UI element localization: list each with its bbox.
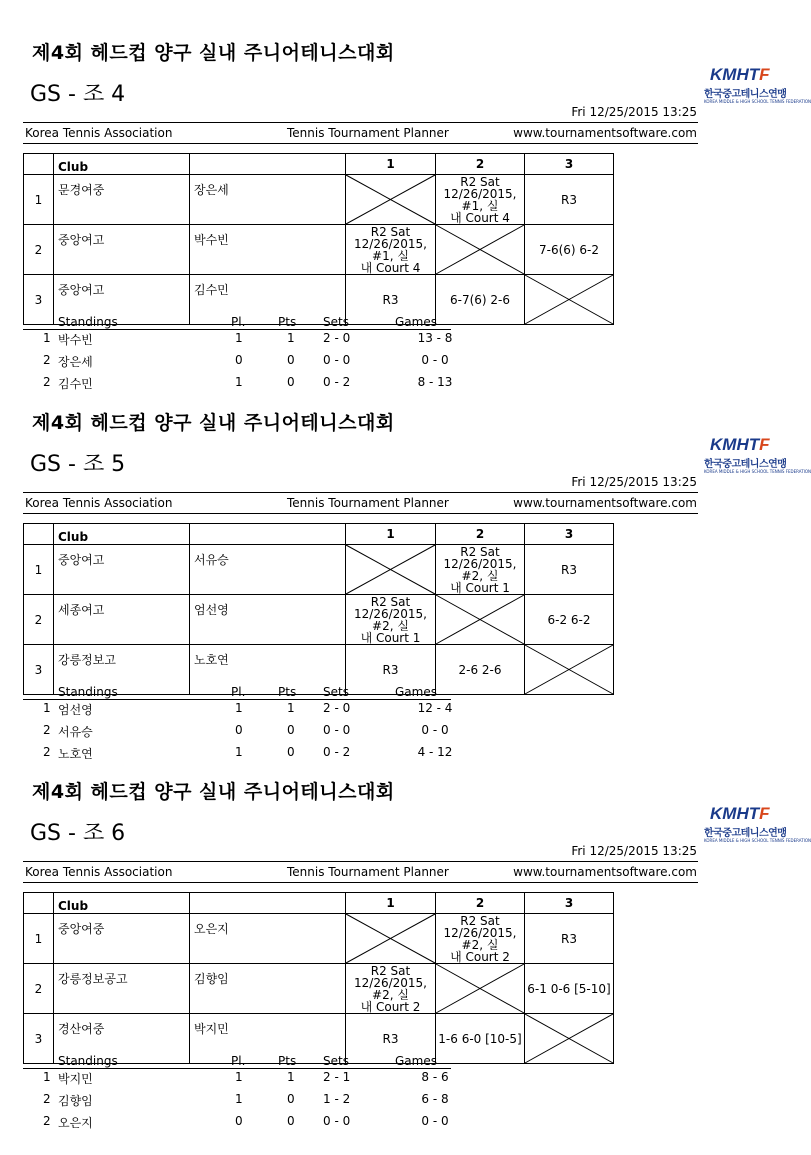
tournament-title: 제4회 헤드컵 양구 실내 주니어테니스대회	[32, 42, 395, 64]
header-c3: 3	[525, 893, 614, 914]
group-title: GS - 조 6	[30, 821, 126, 846]
club-name: 경산여중	[54, 1014, 190, 1064]
self-match-cross	[525, 1014, 614, 1064]
table-row	[24, 225, 614, 275]
table-header-row	[24, 893, 614, 914]
player-name: 김향임	[190, 964, 346, 1014]
standings-player-name: 노호연	[58, 747, 93, 761]
header-c1: 1	[346, 524, 436, 545]
standings-rank: 1	[43, 1070, 51, 1084]
standings-games: 13 - 8	[417, 331, 453, 345]
header-c2: 2	[436, 893, 525, 914]
match-result: R3	[525, 914, 614, 964]
standings-player-name: 엄선영	[58, 703, 93, 717]
club-name: 중앙여고	[54, 545, 190, 595]
match-result: R3	[525, 175, 614, 225]
standings-player-name: 장은세	[58, 355, 93, 369]
club-name: 강릉정보고	[54, 645, 190, 695]
match-schedule: R2 Sat 12/26/2015, #2, 실 내 Court 2	[436, 914, 525, 964]
club-name: 세종여고	[54, 595, 190, 645]
group-title: GS - 조 4	[30, 82, 126, 107]
header-blank	[24, 893, 54, 914]
header-games: Games	[395, 315, 437, 329]
standings-points: 1	[287, 331, 295, 345]
association-name: Korea Tennis Association	[25, 496, 173, 510]
header-c1: 1	[346, 154, 436, 175]
club-name: 문경여중	[54, 175, 190, 225]
header-blank	[24, 524, 54, 545]
player-name: 서유승	[190, 545, 346, 595]
header-blank	[24, 154, 54, 175]
standings-player-name: 김향임	[58, 1094, 93, 1108]
website-link[interactable]: www.tournamentsoftware.com	[513, 496, 697, 510]
row-number: 2	[24, 595, 54, 645]
match-result: 2-6 2-6	[436, 645, 525, 695]
federation-logo	[704, 804, 811, 850]
standings-sets: 0 - 0	[323, 723, 351, 737]
standings-points: 1	[287, 701, 295, 715]
self-match-cross	[346, 175, 436, 225]
draw-table	[23, 153, 614, 325]
logo-mark: KMHTF	[710, 435, 770, 454]
group-section	[0, 30, 811, 400]
standings-played: 1	[235, 1092, 243, 1106]
header-points: Pts	[278, 1054, 297, 1068]
match-schedule: R2 Sat 12/26/2015, #2, 실 내 Court 2	[346, 964, 436, 1014]
standings-player-name: 서유승	[58, 725, 93, 739]
self-match-cross	[436, 964, 525, 1014]
self-match-cross	[525, 275, 614, 325]
standings-player-name: 박수빈	[58, 333, 93, 347]
header-blank	[190, 524, 346, 545]
match-result: 7-6(6) 6-2	[525, 225, 614, 275]
divider	[23, 143, 698, 144]
standings-sets: 0 - 2	[323, 375, 351, 389]
standings-points: 0	[287, 745, 295, 759]
divider	[23, 329, 451, 330]
group-title: GS - 조 5	[30, 452, 126, 477]
match-schedule: R2 Sat 12/26/2015, #1, 실 내 Court 4	[346, 225, 436, 275]
player-name: 장은세	[190, 175, 346, 225]
table-header-row	[24, 524, 614, 545]
tournament-title: 제4회 헤드컵 양구 실내 주니어테니스대회	[32, 781, 395, 803]
logo-name: 한국중고테니스연맹	[704, 459, 787, 470]
standings-played: 1	[235, 1070, 243, 1084]
standings-points: 1	[287, 1070, 295, 1084]
row-number: 2	[24, 964, 54, 1014]
logo-caption: KOREA MIDDLE & HIGH SCHOOL TENNIS FEDERATION	[704, 838, 811, 843]
logo-name: 한국중고테니스연맹	[704, 828, 787, 839]
print-datetime: Fri 12/25/2015 13:25	[571, 105, 697, 119]
match-result: R3	[346, 645, 436, 695]
header-played: Pl.	[231, 1054, 246, 1068]
club-name: 중앙여중	[54, 914, 190, 964]
association-name: Korea Tennis Association	[25, 865, 173, 879]
row-number: 1	[24, 175, 54, 225]
standings-played: 1	[235, 375, 243, 389]
standings-games: 8 - 13	[417, 375, 453, 389]
header-club: Club	[54, 154, 190, 175]
standings-points: 0	[287, 723, 295, 737]
match-result: 6-7(6) 2-6	[436, 275, 525, 325]
header-blank	[190, 893, 346, 914]
standings-played: 0	[235, 1114, 243, 1128]
standings-games: 0 - 0	[421, 1114, 449, 1128]
table-row	[24, 175, 614, 225]
logo-mark: KMHTF	[710, 65, 770, 84]
draw-table	[23, 523, 614, 695]
self-match-cross	[525, 645, 614, 695]
match-schedule: R2 Sat 12/26/2015, #2, 실 내 Court 1	[436, 545, 525, 595]
group-section	[0, 400, 811, 770]
standings-rank: 2	[43, 1092, 51, 1106]
match-result: 6-2 6-2	[525, 595, 614, 645]
table-row	[24, 595, 614, 645]
club-name: 강릉정보공고	[54, 964, 190, 1014]
standings-played: 0	[235, 353, 243, 367]
standings-rank: 2	[43, 745, 51, 759]
logo-caption: KOREA MIDDLE & HIGH SCHOOL TENNIS FEDERATION	[704, 99, 811, 104]
header-sets: Sets	[323, 315, 349, 329]
logo-name: 한국중고테니스연맹	[704, 89, 787, 100]
divider	[23, 122, 698, 123]
match-result: R3	[346, 275, 436, 325]
header-games: Games	[395, 1054, 437, 1068]
standings-sets: 1 - 2	[323, 1092, 351, 1106]
standings-played: 1	[235, 745, 243, 759]
row-number: 1	[24, 914, 54, 964]
standings-rank: 2	[43, 723, 51, 737]
standings-games: 0 - 0	[421, 723, 449, 737]
federation-logo	[704, 65, 811, 111]
standings-sets: 2 - 0	[323, 331, 351, 345]
standings-title: Standings	[58, 1054, 118, 1068]
club-name: 중앙여고	[54, 225, 190, 275]
divider	[23, 492, 698, 493]
divider	[23, 699, 451, 700]
group-section	[0, 769, 811, 1139]
header-c2: 2	[436, 154, 525, 175]
header-blank	[190, 154, 346, 175]
match-result: 1-6 6-0 [10-5]	[436, 1014, 525, 1064]
standings-rank: 1	[43, 331, 51, 345]
player-name: 오은지	[190, 914, 346, 964]
table-row	[24, 545, 614, 595]
match-schedule: R2 Sat 12/26/2015, #2, 실 내 Court 1	[346, 595, 436, 645]
header-played: Pl.	[231, 315, 246, 329]
standings-points: 0	[287, 375, 295, 389]
row-number: 3	[24, 645, 54, 695]
standings-games: 12 - 4	[417, 701, 453, 715]
self-match-cross	[436, 595, 525, 645]
self-match-cross	[436, 225, 525, 275]
standings-rank: 2	[43, 353, 51, 367]
row-number: 1	[24, 545, 54, 595]
header-c3: 3	[525, 154, 614, 175]
standings-games: 0 - 0	[421, 353, 449, 367]
self-match-cross	[346, 545, 436, 595]
standings-points: 0	[287, 1114, 295, 1128]
planner-name: Tennis Tournament Planner	[287, 865, 449, 879]
header-c2: 2	[436, 524, 525, 545]
standings-points: 0	[287, 353, 295, 367]
standings-games: 8 - 6	[421, 1070, 449, 1084]
standings-player-name: 박지민	[58, 1072, 93, 1086]
divider	[23, 513, 698, 514]
header-sets: Sets	[323, 1054, 349, 1068]
association-name: Korea Tennis Association	[25, 126, 173, 140]
standings-player-name: 오은지	[58, 1116, 93, 1130]
club-name: 중앙여고	[54, 275, 190, 325]
player-name: 김수민	[190, 275, 346, 325]
standings-player-name: 김수민	[58, 377, 93, 391]
header-club: Club	[54, 524, 190, 545]
planner-name: Tennis Tournament Planner	[287, 126, 449, 140]
match-result: R3	[346, 1014, 436, 1064]
tournament-title: 제4회 헤드컵 양구 실내 주니어테니스대회	[32, 412, 395, 434]
self-match-cross	[346, 914, 436, 964]
header-points: Pts	[278, 685, 297, 699]
header-games: Games	[395, 685, 437, 699]
player-name: 노호연	[190, 645, 346, 695]
match-schedule: R2 Sat 12/26/2015, #1, 실 내 Court 4	[436, 175, 525, 225]
divider	[23, 882, 698, 883]
federation-logo	[704, 435, 811, 481]
standings-sets: 0 - 2	[323, 745, 351, 759]
divider	[23, 1068, 451, 1069]
header-played: Pl.	[231, 685, 246, 699]
player-name: 박수빈	[190, 225, 346, 275]
standings-title: Standings	[58, 685, 118, 699]
standings-sets: 0 - 0	[323, 1114, 351, 1128]
header-c1: 1	[346, 893, 436, 914]
standings-rank: 2	[43, 1114, 51, 1128]
standings-games: 4 - 12	[417, 745, 453, 759]
match-result: 6-1 0-6 [5-10]	[525, 964, 614, 1014]
header-c3: 3	[525, 524, 614, 545]
print-datetime: Fri 12/25/2015 13:25	[571, 475, 697, 489]
player-name: 박지민	[190, 1014, 346, 1064]
standings-games: 6 - 8	[421, 1092, 449, 1106]
table-row	[24, 964, 614, 1014]
header-club: Club	[54, 893, 190, 914]
match-result: R3	[525, 545, 614, 595]
header-sets: Sets	[323, 685, 349, 699]
print-datetime: Fri 12/25/2015 13:25	[571, 844, 697, 858]
row-number: 3	[24, 1014, 54, 1064]
standings-played: 0	[235, 723, 243, 737]
website-link[interactable]: www.tournamentsoftware.com	[513, 126, 697, 140]
planner-name: Tennis Tournament Planner	[287, 496, 449, 510]
website-link[interactable]: www.tournamentsoftware.com	[513, 865, 697, 879]
header-points: Pts	[278, 315, 297, 329]
table-header-row	[24, 154, 614, 175]
standings-rank: 1	[43, 701, 51, 715]
standings-played: 1	[235, 331, 243, 345]
logo-caption: KOREA MIDDLE & HIGH SCHOOL TENNIS FEDERATION	[704, 469, 811, 474]
standings-rank: 2	[43, 375, 51, 389]
draw-table	[23, 892, 614, 1064]
standings-title: Standings	[58, 315, 118, 329]
row-number: 2	[24, 225, 54, 275]
row-number: 3	[24, 275, 54, 325]
table-row	[24, 914, 614, 964]
player-name: 엄선영	[190, 595, 346, 645]
standings-sets: 0 - 0	[323, 353, 351, 367]
standings-sets: 2 - 0	[323, 701, 351, 715]
standings-played: 1	[235, 701, 243, 715]
standings-sets: 2 - 1	[323, 1070, 351, 1084]
divider	[23, 861, 698, 862]
standings-points: 0	[287, 1092, 295, 1106]
logo-mark: KMHTF	[710, 804, 770, 823]
